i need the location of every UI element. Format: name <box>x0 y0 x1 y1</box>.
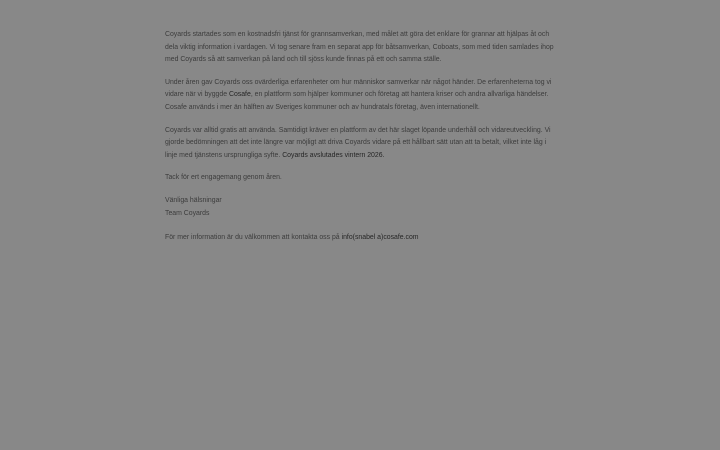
history-text-before: Under åren gav Coyards oss ovärderliga erfarenheter om hur människor samverkar när något händer. De erfarenheterna tog vi vidare när vi byggde <box>165 78 552 99</box>
history-text-after: , en plattform som hjälper kommuner och företag att hantera kriser och andra allvarliga händelser. Cosafe används i mer än hälften av Sveriges kommuner och av hundratals företag, även internationellt. <box>165 91 549 111</box>
shutdown-message <box>165 29 557 245</box>
signoff-greeting: Vänliga hälsningar <box>165 196 222 204</box>
cosafe-link[interactable]: Cosafe <box>228 91 251 99</box>
contact-text: För mer information är du välkommen att kontakta oss på <box>165 234 342 242</box>
closure-date-text: Coyards avslutades vintern 2026. <box>282 151 385 159</box>
contact-email-link[interactable]: info(snabel a)cosafe.com <box>341 234 419 242</box>
thanks-paragraph: Tack för ert engagemang genom åren. <box>165 174 282 182</box>
signoff <box>165 195 557 220</box>
closure-paragraph <box>165 125 557 163</box>
signoff-team: Team Coyards <box>165 209 210 217</box>
closure-text: Coyards var alltid gratis att använda. Samtidigt kräver en plattform av det här slaget löpande underhåll och vidareutveckling. Vi gjorde bedömningen att det inte längre var möjligt att driva Coyards vidare på ett hållbart sätt utan att ta betalt, vilket inte låg i linje med tjänstens ursprungliga syfte. <box>165 126 551 159</box>
history-paragraph <box>165 77 557 115</box>
intro-paragraph: Coyards startades som en kostnadsfri tjänst för grannsamverkan, med målet att göra det enklare för grannar att hjälpas åt och dela viktig information i vardagen. Vi tog senare fram en separat app för båtsamverkan, Coboats, som med tiden samlades ihop med Coyards så att samverkan på land och till sjöss kunde finnas på ett och samma ställe. <box>165 31 554 64</box>
contact-paragraph <box>165 232 557 245</box>
